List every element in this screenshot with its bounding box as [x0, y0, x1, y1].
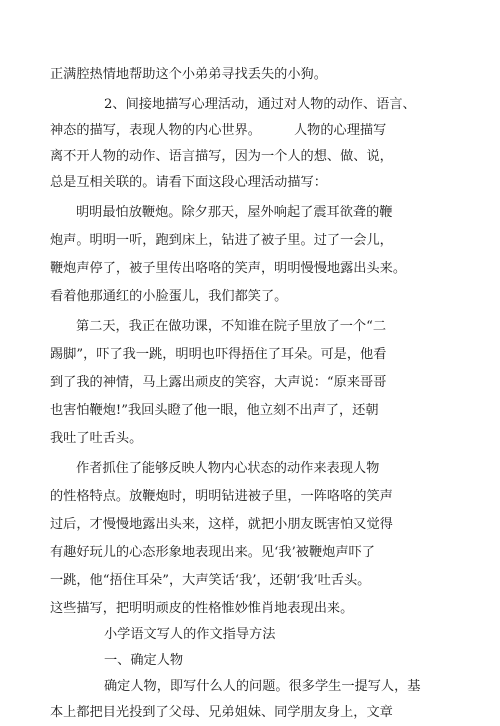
text-line-14: 我吐了吐舌头。 — [50, 431, 143, 446]
subsection-heading: 一、确定人物 — [104, 653, 184, 668]
text-line-11: 踢脚”，吓了我一跳，明明也吓得捂住了耳朵。可是，他看 — [50, 347, 387, 362]
text-line-20: 这些描写，把明明顽皮的性格惟妙惟肖地表现出来。 — [50, 601, 354, 616]
text-line-10: 第二天，我正在做功课，不知谁在院子里放了一个“二 — [76, 319, 387, 334]
text-line-23: 确定人物，即写什么人的问题。很多学生一提写人，基 — [104, 679, 421, 694]
text-line-9: 看着他那通红的小脸蛋儿，我们都笑了。 — [50, 289, 288, 304]
text-line-19: 一跳，他“捂住耳朵”，大声笑话‘我’，还朝‘我’吐舌头。 — [50, 573, 371, 588]
text-line-4: 离不开人物的动作、语言描写，因为一个人的想、做、说， — [50, 149, 393, 164]
text-line-18: 有趣好玩儿的心态形象地表现出来。见‘我’被鞭炮声吓了 — [50, 545, 375, 560]
text-line-12: 到了我的神情，马上露出顽皮的笑容，大声说：“原来哥哥 — [50, 375, 387, 390]
text-line-7: 炮声。明明一听，跑到床上，钻进了被子里。过了一会儿， — [50, 233, 393, 248]
text-line-6: 明明最怕放鞭炮。除夕那天，屋外响起了震耳欲聋的鞭 — [76, 205, 393, 220]
text-line-8: 鞭炮声停了，被子里传出咯咯的笑声，明明慢慢地露出头来。 — [50, 261, 407, 276]
text-line-1: 正满腔热情地帮助这个小弟弟寻找丢失的小狗。 — [50, 67, 327, 82]
text-line-16: 的性格特点。放鞭炮时，明明钻进被子里，一阵咯咯的笑声 — [50, 489, 393, 504]
text-line-24: 本上都把目光投到了父母、兄弟姐妹、同学朋友身上，文章 — [50, 705, 393, 720]
text-line-5: 总是互相关联的。请看下面这段心理活动描写： — [50, 175, 327, 190]
text-line-15: 作者抓住了能够反映人物内心状态的动作来表现人物 — [76, 461, 380, 476]
text-line-17: 过后，才慢慢地露出头来，这样，就把小朋友既害怕又觉得 — [50, 517, 393, 532]
text-line-3: 神态的描写，表现人物的内心世界。 人物的心理描写 — [50, 123, 387, 138]
text-line-2: 2、间接地描写心理活动，通过对人物的动作、语言、 — [104, 97, 416, 112]
text-line-13: 也害怕鞭炮!”我回头瞪了他一眼，他立刻不出声了，还朝 — [50, 403, 379, 418]
section-heading: 小学语文写人的作文指导方法 — [104, 627, 276, 642]
